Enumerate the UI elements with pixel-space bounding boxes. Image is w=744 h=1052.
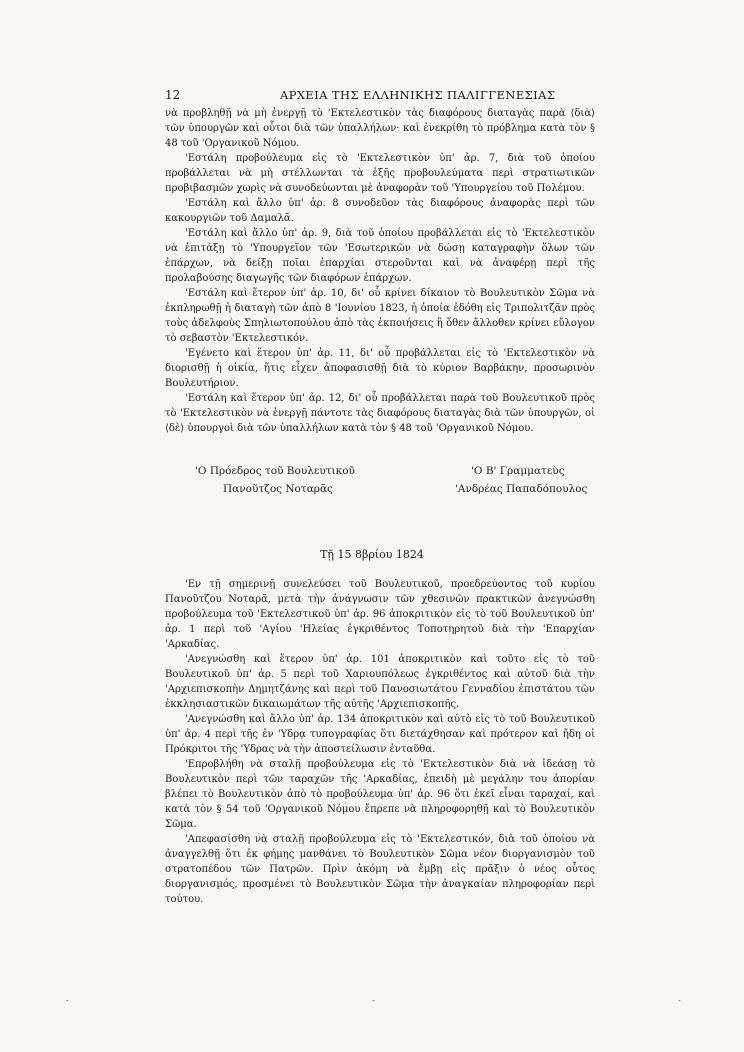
- scan-mark-middle: -: [372, 996, 375, 1005]
- paragraph: 'Απεφασίσθη νὰ σταλῇ προβούλευμα εἰς τὸ 'Εκτελεστικόν, διὰ τοῦ ὁποίου νὰ ἀναγγελθῇ ὅτι ἐκ φήμης μανθάνει τὸ Βουλευτικὸν Σῶμα νέον διοργανισμὸν τοῦ στρατοπέδου τῶν Πατρῶν. Πρὶν ἀκόμη νὰ ἔμβῃ εἰς πρᾶξιν ὁ νέος οὗτος διοργανισμός, προσμένει τὸ Βουλευτικὸν Σῶμα τὴν ἀναγκαίαν πληροφορίαν περὶ τούτου.: [165, 834, 595, 905]
- signature-title: 'Ο Β' Γραμματεὺς: [471, 465, 565, 477]
- president-signature: [195, 462, 355, 498]
- running-head: ΑΡΧΕΙΑ ΤΗΣ ΕΛΛΗΝΙΚΗΣ ΠΑΛΙΓΓΕΝΕΣΙΑΣ: [280, 88, 556, 102]
- paragraph: 'Εστάλη καὶ ἕτερον ὑπ' ἀρ. 10, δι' οὗ κρίνει δίκαιον τὸ Βουλευτικὸν Σῶμα νὰ ἐκπληρωθῇ ἡ διαταγὴ τῶν ἀπὸ 8 'Ιουνίου 1823, ἡ ὁποία ἐδόθη εἰς Τριπολιτζᾶν πρὸς τοὺς ἀδελφοὺς Σπηλιωτοπούλου ἀπὸ τὰς ἐκποιήσεις ἢ ὅθεν ἄλλοθεν κρίνει εὔλογον τὸ σεβαστὸν 'Εκτελεστικόν.: [165, 288, 595, 344]
- paragraph: 'Επροβλήθη νὰ σταλῇ προβούλευμα εἰς τὸ 'Εκτελεστικὸν διὰ νὰ ἰδεάσῃ τὸ Βουλευτικὸν περὶ τῶν ταραχῶν τῆς 'Αρκαδίας, ἐπειδὴ μὲ μεγάλην του ἀπορίαν βλέπει τὸ Βουλευτικὸν ἀπὸ τὸ προβούλευμα ὑπ' ἀρ. 96 ὅτι ἐκεῖ εἶναι ταραχαί, καὶ κατὰ τὸν § 54 τοῦ 'Οργανικοῦ Νόμου ἔπρεπε νὰ πληροφορηθῇ καὶ τὸ Βουλευτικὸν Σῶμα.: [165, 759, 595, 830]
- paragraph: 'Εστάλη καὶ ἄλλο ὑπ' ἀρ. 9, διὰ τοῦ ὁποίου προβάλλεται εἰς τὸ 'Εκτελεστικὸν νὰ ἐπιτάξῃ τὸ 'Υπουργεῖον τῶν 'Εσωτερικῶν νὰ δώσῃ καταγραφὴν ὅλων τῶν ἐπάρχων, νὰ δείξῃ ποῖαι ἐπαρχίαι στεροῦνται καὶ νὰ ἀναφέρῃ περὶ τῆς προλαβούσης διαγωγῆς τῶν διαφόρων ἐπάρχων.: [165, 228, 595, 284]
- signature-name: Πανοῦτζος Νοταρᾶς: [223, 483, 333, 495]
- paragraph: 'Εστάλη προβούλευμα εἰς τὸ 'Εκτελεστικὸν ὑπ' ἀρ. 7, διὰ τοῦ ὁποίου προβάλλεται νὰ μὴ στέλλωνται τὰ ἑξῆς προβουλεύματα περὶ στρατιωτικῶν προβιβασμῶν χωρὶς νὰ συνοδεύωνται μὲ ἀναφορὰν τοῦ 'Υπουργείου τοῦ Πολέμου.: [165, 153, 595, 194]
- paragraph: 'Ανεγνώσθη καὶ ἄλλο ὑπ' ἀρ. 134 ἀποκριτικὸν καὶ αὐτὸ εἰς τὸ τοῦ Βουλευτικοῦ ὑπ' ἀρ. 4 περὶ τῆς ἐν 'Υδρᾳ τυπογραφίας ὅτι διετάχθησαν καὶ πρότερον καὶ ἤδη οἱ Πρόκριτοι τῆς 'Υδρας νὰ τὴν ἀποστείλωσιν ἐνταῦθα.: [165, 714, 595, 755]
- section-two: [165, 577, 595, 907]
- scan-mark-left: -: [66, 996, 69, 1005]
- paragraph: 'Εστάλη καὶ ἄλλο ὑπ' ἀρ. 8 συνοδεῦον τὰς διαφόρους ἀναφορὰς περὶ τῶν κακουργιῶν τοῦ Δαμαλᾶ.: [165, 198, 595, 224]
- scan-mark-right: -: [678, 996, 681, 1005]
- paragraph: 'Εν τῇ σημερινῇ συνελεύσει τοῦ Βουλευτικοῦ, προεδρεύοντος τοῦ κυρίου Πανοῦτζου Νοταρᾶ, μετὰ τὴν ἀνάγνωσιν τῶν χθεσινῶν πρακτικῶν ἀνεγνώσθη προβούλευμα τοῦ 'Εκτελεστικοῦ ὑπ' ἀρ. 96 ἀποκριτικὸν εἰς τὸ τοῦ Βουλευτικοῦ ὑπ' ἀρ. 1 περὶ τοῦ 'Αγίου 'Ηλείας ἐγκριθέντος Τοποτηρητοῦ διὰ τὴν 'Επαρχίαν 'Αρκαδίας.: [165, 579, 595, 650]
- signature-title: 'Ο Πρόεδρος τοῦ Βουλευτικοῦ: [195, 465, 355, 477]
- signature-name: 'Ανδρέας Παπαδόπουλος: [455, 483, 588, 495]
- secretary-signature: [455, 462, 587, 498]
- date-heading: Τῇ 15 8βρίου 1824: [320, 548, 424, 561]
- paragraph: νὰ προβληθῇ νὰ μὴ ἐνεργῇ τὸ 'Εκτελεστικὸν τὰς διαφόρους διαταγὰς παρὰ ⟨διὰ⟩ τῶν ὑπουργῶν καὶ οὗτοι διὰ τῶν ὑπαλλήλων· καὶ ἐνεκρίθη τὸ πρόβλημα κατὰ τὸν § 48 τοῦ 'Οργανικοῦ Νόμου.: [165, 108, 595, 149]
- paragraph: 'Εστάλη καὶ ἕτερον ὑπ' ἀρ. 12, δι' οὗ προβάλλεται παρὰ τοῦ Βουλευτικοῦ πρὸς τὸ 'Εκτελεστικὸν νὰ ἐνεργῇ πάντοτε τὰς διαφόρους διαταγὰς διὰ τῶν ὑπουργῶν, οἱ ⟨δὲ⟩ ὑπουργοὶ διὰ τῶν ὑπαλλήλων κατὰ τὸν § 48 τοῦ 'Οργανικοῦ Νόμου.: [165, 393, 595, 434]
- section-one: [165, 106, 595, 436]
- paragraph: 'Ανεγνώσθη καὶ ἕτερον ὑπ' ἀρ. 101 ἀποκριτικὸν καὶ τοῦτο εἰς τὸ τοῦ Βουλευτικοῦ ὑπ' ἀρ. 5 περὶ τοῦ Χαριουπόλεως ἐγκριθέντος καὶ αὐτοῦ διὰ τὴν 'Αρχιεπισκοπὴν Δημητζάνης καὶ περὶ τοῦ Πανοσιωτάτου Γενναδίου ἐπιστάτου τῶν ἐκκλησιαστικῶν δικαιωμάτων τῆς αὐτῆς 'Αρχιεπισκοπῆς.: [165, 654, 595, 710]
- page-number: 12: [165, 88, 181, 102]
- paragraph: 'Εγένετο καὶ ἕτερον ὑπ' ἀρ. 11, δι' οὗ προβάλλεται εἰς τὸ 'Εκτελεστικὸν νὰ διορισθῇ ἡ οἰκία, ἥτις εἶχεν ἀποφασισθῇ διὰ τὸ κύριον Βαρβάκην, προσωρινὸν Βουλευτήριον.: [165, 348, 595, 389]
